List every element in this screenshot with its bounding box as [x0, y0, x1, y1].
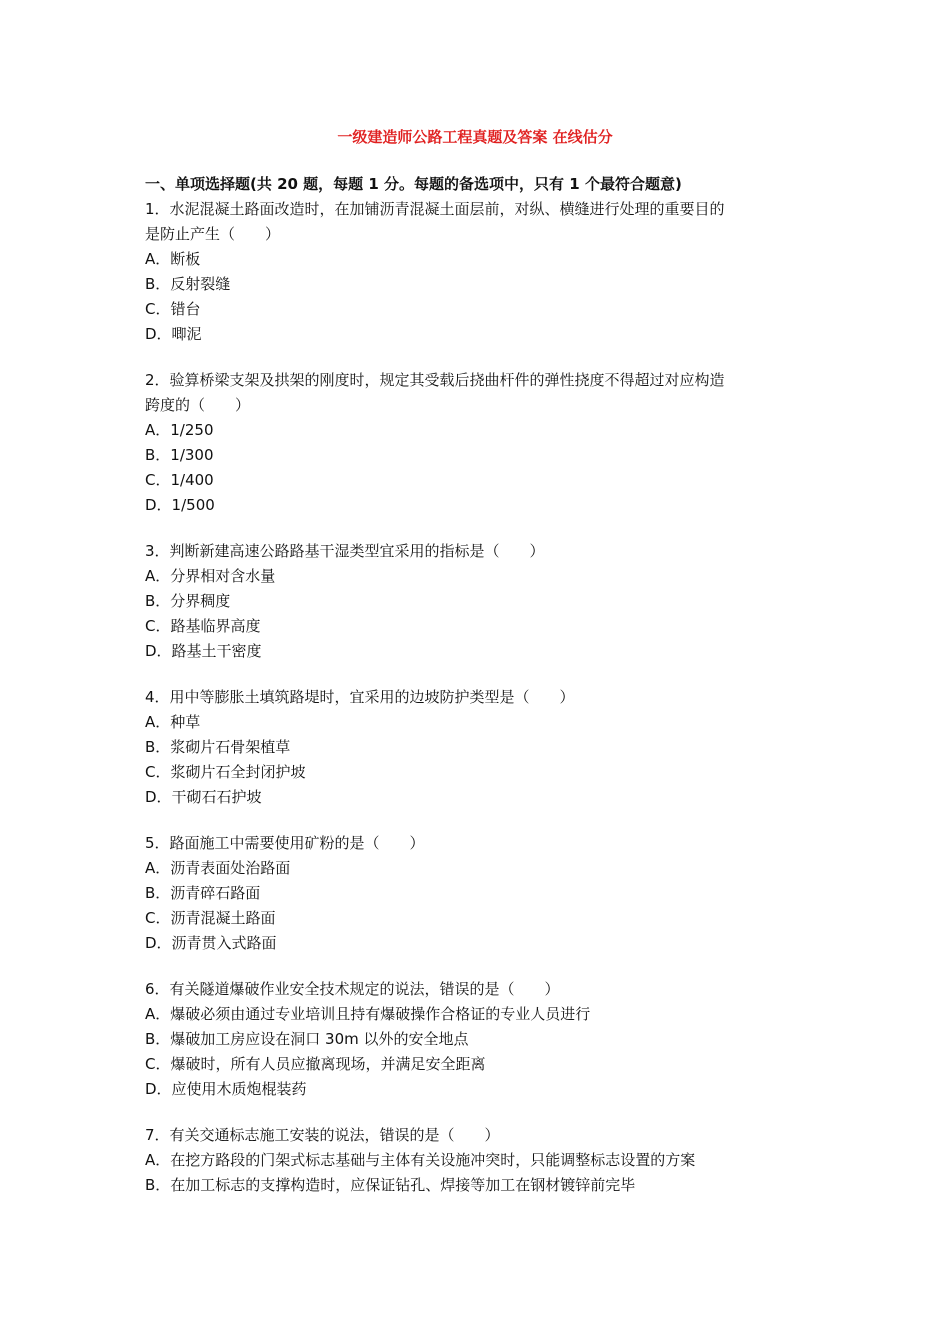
- option-c: C．浆砌片石全封闭护坡: [145, 763, 306, 781]
- question-stem: 5．路面施工中需要使用矿粉的是（ ）: [145, 834, 425, 852]
- question-stem-cont: 跨度的（ ）: [145, 396, 251, 414]
- option-d: D．1/500: [145, 496, 215, 514]
- question-7: [145, 1123, 805, 1198]
- question-2: [145, 368, 805, 518]
- question-6: [145, 977, 805, 1102]
- option-c: C．1/400: [145, 471, 214, 489]
- document-title: 一级建造师公路工程真题及答案 在线估分: [337, 128, 613, 146]
- question-stem: 1．水泥混凝土路面改造时，在加铺沥青混凝土面层前，对纵、横缝进行处理的重要目的: [145, 200, 725, 218]
- question-stem: 6．有关隧道爆破作业安全技术规定的说法，错误的是（ ）: [145, 980, 560, 998]
- question-4: [145, 685, 805, 810]
- option-b: B．浆砌片石骨架植草: [145, 738, 291, 756]
- option-a: A．种草: [145, 713, 201, 731]
- option-d: D．干砌石石护坡: [145, 788, 262, 806]
- option-b: B．1/300: [145, 446, 214, 464]
- question-5: [145, 831, 805, 956]
- question-stem: 7．有关交通标志施工安装的说法，错误的是（ ）: [145, 1126, 500, 1144]
- document-body: [145, 172, 805, 1219]
- option-c: C．路基临界高度: [145, 617, 261, 635]
- question-1: [145, 197, 805, 347]
- option-a: A．1/250: [145, 421, 214, 439]
- option-a: A．爆破必须由通过专业培训且持有爆破操作合格证的专业人员进行: [145, 1005, 591, 1023]
- question-3: [145, 539, 805, 664]
- option-d: D．路基土干密度: [145, 642, 262, 660]
- option-b: B．在加工标志的支撑构造时，应保证钻孔、焊接等加工在钢材镀锌前完毕: [145, 1176, 636, 1194]
- option-b: B．爆破加工房应设在洞口 30m 以外的安全地点: [145, 1030, 469, 1048]
- option-b: B．沥青碎石路面: [145, 884, 261, 902]
- option-b: B．反射裂缝: [145, 275, 231, 293]
- option-a: A．沥青表面处治路面: [145, 859, 291, 877]
- option-a: A．分界相对含水量: [145, 567, 276, 585]
- option-d: D．应使用木质炮棍装药: [145, 1080, 307, 1098]
- option-a: A．断板: [145, 250, 201, 268]
- question-stem: 2．验算桥梁支架及拱架的刚度时，规定其受载后挠曲杆件的弹性挠度不得超过对应构造: [145, 371, 725, 389]
- question-stem-cont: 是防止产生（ ）: [145, 225, 281, 243]
- question-stem: 3．判断新建高速公路路基干湿类型宜采用的指标是（ ）: [145, 542, 545, 560]
- question-stem: 4．用中等膨胀土填筑路堤时，宜采用的边坡防护类型是（ ）: [145, 688, 575, 706]
- section-heading: 一、单项选择题(共 20 题，每题 1 分。每题的备选项中，只有 1 个最符合题意): [145, 175, 682, 193]
- option-b: B．分界稠度: [145, 592, 231, 610]
- option-a: A．在挖方路段的门架式标志基础与主体有关设施冲突时，只能调整标志设置的方案: [145, 1151, 696, 1169]
- option-c: C．错台: [145, 300, 201, 318]
- option-c: C．沥青混凝土路面: [145, 909, 276, 927]
- option-d: D．唧泥: [145, 325, 202, 343]
- option-d: D．沥青贯入式路面: [145, 934, 277, 952]
- option-c: C．爆破时，所有人员应撤离现场，并满足安全距离: [145, 1055, 486, 1073]
